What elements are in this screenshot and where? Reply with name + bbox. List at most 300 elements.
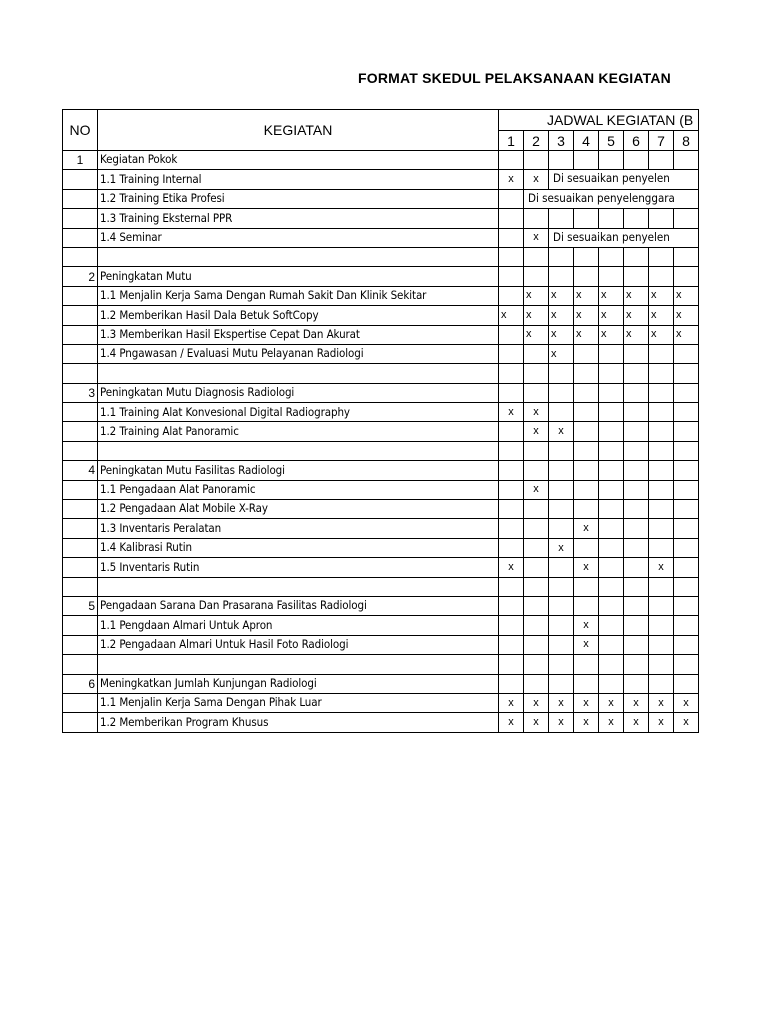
month-mark: x (524, 713, 549, 732)
activity-cell (98, 655, 499, 674)
month-mark (599, 441, 624, 460)
month-mark (574, 500, 599, 519)
month-mark (549, 247, 574, 266)
month-mark (574, 461, 599, 480)
month-mark: x (574, 635, 599, 654)
month-mark: x (524, 228, 549, 247)
schedule-body (63, 151, 699, 733)
activity-cell: Pengadaan Sarana Dan Prasarana Fasilitas Radiologi (98, 596, 499, 615)
header-month: 7 (649, 131, 674, 151)
month-mark (624, 151, 649, 170)
row-number: 4 (63, 461, 98, 480)
row-number (63, 558, 98, 577)
month-mark (524, 461, 549, 480)
month-mark (674, 616, 699, 635)
table-row (63, 151, 699, 170)
month-mark (599, 674, 624, 693)
month-mark (499, 500, 524, 519)
table-row (63, 441, 699, 460)
month-mark: x (549, 713, 574, 732)
month-mark: x (574, 616, 599, 635)
month-mark: x (674, 693, 699, 712)
month-mark: x (524, 480, 549, 499)
schedule-note: Di sesuaikan penyelenggara (528, 190, 675, 205)
table-row (63, 500, 699, 519)
table-row (63, 519, 699, 538)
month-mark (649, 655, 674, 674)
note-area-cell (649, 228, 674, 247)
month-mark (674, 674, 699, 693)
month-mark (549, 383, 574, 402)
note-area-cell (524, 189, 675, 208)
month-mark: x (649, 693, 674, 712)
activity-cell: Kegiatan Pokok (98, 151, 499, 170)
month-mark (624, 422, 649, 441)
note-area-cell (599, 228, 624, 247)
month-mark (524, 577, 549, 596)
month-mark (549, 655, 574, 674)
table-row (63, 286, 699, 305)
activity-cell (98, 364, 499, 383)
month-mark (674, 480, 699, 499)
table-row (63, 674, 699, 693)
note-area-cell (674, 170, 699, 189)
month-mark (499, 364, 524, 383)
month-mark (549, 558, 574, 577)
month-mark (549, 577, 574, 596)
note-area-cell (549, 170, 670, 189)
schedule-table-viewport (62, 109, 700, 735)
month-mark (549, 616, 574, 635)
month-mark (674, 655, 699, 674)
activity-cell: Meningkatkan Jumlah Kunjungan Radiologi (98, 674, 499, 693)
schedule-table (62, 109, 699, 733)
note-area-cell (649, 170, 674, 189)
month-mark (649, 461, 674, 480)
month-mark (574, 538, 599, 557)
table-row (63, 635, 699, 654)
table-row (63, 616, 699, 635)
row-number (63, 209, 98, 228)
month-mark (574, 480, 599, 499)
month-mark (624, 596, 649, 615)
month-mark (649, 441, 674, 460)
month-mark (574, 441, 599, 460)
table-row (63, 693, 699, 712)
row-number (63, 500, 98, 519)
month-mark (624, 267, 649, 286)
month-mark (499, 655, 524, 674)
month-mark: x (624, 693, 649, 712)
month-mark (624, 674, 649, 693)
month-mark (674, 596, 699, 615)
table-row (63, 267, 699, 286)
month-mark (649, 247, 674, 266)
month-mark (649, 577, 674, 596)
note-area-cell (599, 170, 624, 189)
month-mark: x (574, 519, 599, 538)
month-mark (574, 674, 599, 693)
table-row (63, 403, 699, 422)
month-mark: x (624, 325, 649, 344)
month-mark (599, 151, 624, 170)
month-mark: x (499, 170, 524, 189)
activity-cell: 1.3 Training Eksternal PPR (98, 209, 499, 228)
note-area-cell (674, 189, 699, 208)
activity-cell: 1.2 Training Etika Profesi (98, 189, 499, 208)
month-mark (599, 422, 624, 441)
month-mark (649, 480, 674, 499)
month-mark (649, 267, 674, 286)
activity-cell: 1.4 Pngawasan / Evaluasi Mutu Pelayanan Radiologi (98, 344, 499, 363)
row-number (63, 325, 98, 344)
month-mark: x (549, 538, 574, 557)
month-mark (524, 635, 549, 654)
month-mark (549, 151, 574, 170)
month-mark (499, 383, 524, 402)
month-mark (674, 441, 699, 460)
month-mark (674, 500, 699, 519)
document-title: FORMAT SKEDUL PELAKSANAAN KEGIATAN (358, 70, 671, 86)
month-mark (499, 596, 524, 615)
month-mark (499, 228, 524, 247)
header-row (63, 110, 699, 131)
activity-cell: 1.3 Memberikan Hasil Ekspertise Cepat Dan Akurat (98, 325, 499, 344)
month-mark (549, 209, 574, 228)
activity-cell: Peningkatan Mutu Diagnosis Radiologi (98, 383, 499, 402)
month-mark (549, 519, 574, 538)
month-mark (499, 480, 524, 499)
month-mark (574, 267, 599, 286)
header-no: NO (63, 110, 98, 151)
row-number (63, 655, 98, 674)
month-mark (649, 674, 674, 693)
month-mark (574, 403, 599, 422)
month-mark (549, 635, 574, 654)
month-mark (674, 558, 699, 577)
month-mark: x (674, 713, 699, 732)
month-mark (599, 655, 624, 674)
month-mark (624, 577, 649, 596)
note-area-cell (549, 228, 670, 247)
month-mark: x (599, 693, 624, 712)
month-mark (599, 616, 624, 635)
header-month: 1 (499, 131, 524, 151)
month-mark (524, 209, 549, 228)
month-mark (624, 403, 649, 422)
month-mark (624, 538, 649, 557)
month-mark: x (549, 325, 574, 344)
month-mark: x (599, 306, 624, 325)
month-mark (524, 267, 549, 286)
row-number: 1 (63, 151, 98, 170)
month-mark (574, 247, 599, 266)
month-mark: x (574, 306, 599, 325)
table-row (63, 538, 699, 557)
activity-cell: 1.5 Inventaris Rutin (98, 558, 499, 577)
month-mark (624, 247, 649, 266)
month-mark (624, 655, 649, 674)
table-row (63, 480, 699, 499)
activity-cell: 1.1 Menjalin Kerja Sama Dengan Rumah Sakit Dan Klinik Sekitar (98, 286, 499, 305)
month-mark: x (549, 422, 574, 441)
month-mark (649, 422, 674, 441)
row-number (63, 538, 98, 557)
month-mark (624, 441, 649, 460)
month-mark (624, 461, 649, 480)
month-mark (599, 519, 624, 538)
month-mark (674, 151, 699, 170)
header-kegiatan: KEGIATAN (98, 110, 499, 151)
activity-cell: 1.1 Pengadaan Alat Panoramic (98, 480, 499, 499)
month-mark: x (624, 286, 649, 305)
activity-cell: 1.1 Training Alat Konvesional Digital Radiography (98, 403, 499, 422)
month-mark (524, 151, 549, 170)
month-mark (624, 344, 649, 363)
month-mark (549, 461, 574, 480)
month-mark (674, 344, 699, 363)
month-mark (524, 500, 549, 519)
activity-cell: 1.4 Kalibrasi Rutin (98, 538, 499, 557)
month-mark: x (599, 325, 624, 344)
month-mark (674, 403, 699, 422)
month-mark: x (549, 693, 574, 712)
header-month: 4 (574, 131, 599, 151)
month-mark (574, 151, 599, 170)
month-mark: x (499, 306, 524, 325)
month-mark (574, 655, 599, 674)
month-mark: x (574, 713, 599, 732)
month-mark (499, 577, 524, 596)
month-mark (549, 364, 574, 383)
month-mark (674, 364, 699, 383)
month-mark (499, 189, 524, 208)
month-mark (499, 519, 524, 538)
month-mark (499, 674, 524, 693)
row-number (63, 189, 98, 208)
month-mark (674, 461, 699, 480)
month-mark (599, 209, 624, 228)
month-mark (549, 267, 574, 286)
month-mark (674, 247, 699, 266)
month-mark: x (574, 286, 599, 305)
month-mark (574, 383, 599, 402)
row-number: 6 (63, 674, 98, 693)
month-mark (649, 538, 674, 557)
table-row (63, 364, 699, 383)
month-mark: x (574, 693, 599, 712)
month-mark (599, 403, 624, 422)
month-mark: x (649, 558, 674, 577)
month-mark (624, 635, 649, 654)
month-mark (599, 267, 624, 286)
month-mark (624, 616, 649, 635)
month-mark (599, 500, 624, 519)
note-area-cell (549, 189, 574, 208)
month-mark (674, 635, 699, 654)
month-mark (599, 364, 624, 383)
note-area-cell (574, 228, 599, 247)
month-mark (649, 364, 674, 383)
month-mark (499, 247, 524, 266)
row-number (63, 247, 98, 266)
row-number (63, 170, 98, 189)
month-mark (599, 247, 624, 266)
month-mark (499, 422, 524, 441)
month-mark: x (574, 325, 599, 344)
month-mark (524, 247, 549, 266)
row-number (63, 422, 98, 441)
month-mark (599, 344, 624, 363)
month-mark (524, 344, 549, 363)
table-row (63, 461, 699, 480)
month-mark: x (549, 286, 574, 305)
note-area-cell (574, 170, 599, 189)
month-mark: x (524, 170, 549, 189)
month-mark (674, 209, 699, 228)
month-mark (599, 596, 624, 615)
month-mark (549, 480, 574, 499)
month-mark: x (499, 403, 524, 422)
month-mark (524, 519, 549, 538)
header-month: 5 (599, 131, 624, 151)
month-mark (649, 635, 674, 654)
month-mark (674, 577, 699, 596)
month-mark (599, 383, 624, 402)
row-number (63, 635, 98, 654)
month-mark: x (649, 325, 674, 344)
month-mark (599, 577, 624, 596)
month-mark (674, 383, 699, 402)
row-number (63, 306, 98, 325)
month-mark: x (499, 558, 524, 577)
month-mark (524, 558, 549, 577)
table-row (63, 655, 699, 674)
month-mark (499, 209, 524, 228)
month-mark (524, 655, 549, 674)
activity-cell: 1.2 Training Alat Panoramic (98, 422, 499, 441)
month-mark (499, 635, 524, 654)
row-number (63, 286, 98, 305)
table-row (63, 713, 699, 732)
note-area-cell (624, 170, 649, 189)
activity-cell (98, 577, 499, 596)
table-row (63, 189, 699, 208)
month-mark: x (574, 558, 599, 577)
table-row (63, 383, 699, 402)
table-row (63, 228, 699, 247)
row-number (63, 403, 98, 422)
activity-cell: 1.4 Seminar (98, 228, 499, 247)
row-number (63, 519, 98, 538)
month-mark: x (499, 713, 524, 732)
row-number (63, 480, 98, 499)
month-mark (574, 364, 599, 383)
month-mark (599, 461, 624, 480)
table-row (63, 247, 699, 266)
month-mark (624, 209, 649, 228)
activity-cell (98, 247, 499, 266)
note-area-cell (649, 189, 674, 208)
month-mark: x (524, 693, 549, 712)
table-row (63, 558, 699, 577)
month-mark (649, 519, 674, 538)
month-mark (574, 596, 599, 615)
activity-cell: 1.2 Pengadaan Almari Untuk Hasil Foto Radiologi (98, 635, 499, 654)
header-month: 6 (624, 131, 649, 151)
month-mark: x (624, 306, 649, 325)
note-area-cell (624, 228, 649, 247)
header-jadwal: JADWAL KEGIATAN (B (499, 110, 699, 131)
month-mark (549, 403, 574, 422)
month-mark (624, 519, 649, 538)
row-number (63, 364, 98, 383)
row-number (63, 616, 98, 635)
activity-cell: 1.2 Memberikan Hasil Dala Betuk SoftCopy (98, 306, 499, 325)
table-row (63, 325, 699, 344)
month-mark: x (524, 403, 549, 422)
month-mark (624, 364, 649, 383)
header-month: 8 (674, 131, 699, 151)
month-mark (574, 422, 599, 441)
month-mark (524, 364, 549, 383)
activity-cell: 1.2 Memberikan Program Khusus (98, 713, 499, 732)
row-number (63, 344, 98, 363)
month-mark (624, 500, 649, 519)
note-area-cell (599, 189, 624, 208)
month-mark (674, 538, 699, 557)
month-mark: x (499, 693, 524, 712)
month-mark (549, 596, 574, 615)
month-mark: x (649, 306, 674, 325)
schedule-note: Di sesuaikan penyelen (553, 229, 670, 244)
month-mark (524, 441, 549, 460)
month-mark (524, 538, 549, 557)
table-row (63, 170, 699, 189)
table-row (63, 422, 699, 441)
table-row (63, 306, 699, 325)
month-mark: x (649, 713, 674, 732)
row-number (63, 228, 98, 247)
table-row (63, 209, 699, 228)
month-mark (499, 441, 524, 460)
activity-cell: 1.1 Pengdaan Almari Untuk Apron (98, 616, 499, 635)
month-mark (574, 577, 599, 596)
table-row (63, 596, 699, 615)
schedule-note: Di sesuaikan penyelen (553, 171, 670, 186)
month-mark (624, 480, 649, 499)
month-mark: x (599, 286, 624, 305)
month-mark (549, 674, 574, 693)
month-mark: x (674, 286, 699, 305)
month-mark (649, 403, 674, 422)
note-area-cell (674, 228, 699, 247)
month-mark (649, 344, 674, 363)
month-mark: x (549, 306, 574, 325)
month-mark (599, 480, 624, 499)
month-mark (524, 596, 549, 615)
month-mark (499, 151, 524, 170)
month-mark (524, 616, 549, 635)
month-mark (649, 151, 674, 170)
month-mark (599, 635, 624, 654)
month-mark: x (524, 325, 549, 344)
month-mark (524, 674, 549, 693)
note-area-cell (624, 189, 649, 208)
month-mark (649, 616, 674, 635)
table-row (63, 344, 699, 363)
row-number (63, 693, 98, 712)
